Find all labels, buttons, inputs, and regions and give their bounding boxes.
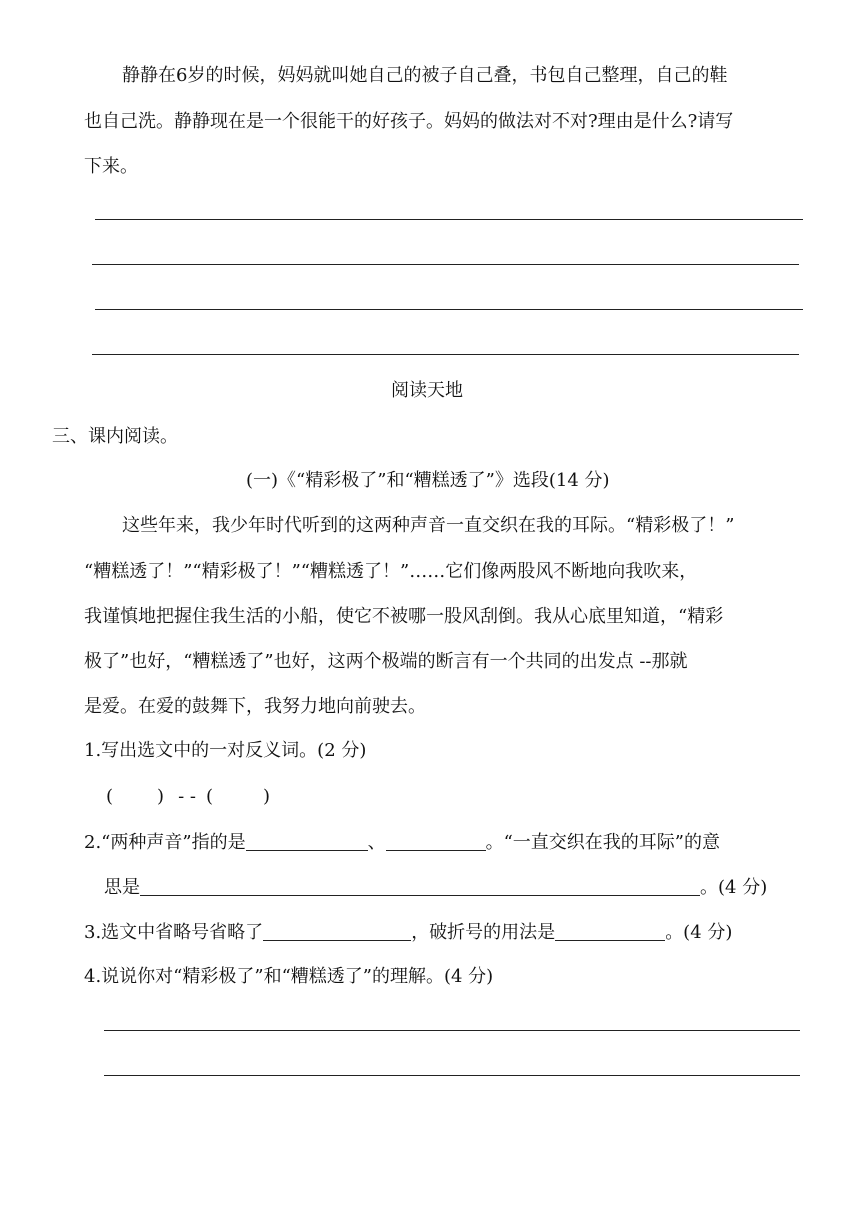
answer-line-1[interactable] [95,219,803,220]
q2-text-c: 思是 [104,877,140,898]
intro-line-2: 也自己洗。静静现在是一个很能干的好孩子。妈妈的做法对不对?理由是什么?请写 [84,111,734,132]
q2-separator: 、 [367,832,386,853]
q1-answer-row [106,788,270,806]
passage-title: (一)《“精彩极了”和“糟糕透了”》选段(14 分) [246,470,610,491]
q2-blank-1[interactable] [246,832,368,851]
q2-score: 。(4 分) [700,877,768,898]
q2-blank-2[interactable] [386,832,486,851]
q3-blank-1[interactable] [263,922,411,941]
question-2-line-2 [104,877,767,897]
passage-line-5: 是爱。在爱的鼓舞下，我努力地向前驶去。 [84,696,426,717]
part-title: 三、课内阅读。 [52,426,178,447]
intro-line-3: 下来。 [84,156,138,177]
q3-score: 。(4 分) [665,922,733,943]
q3-blank-2[interactable] [555,922,665,941]
answer-line-3[interactable] [95,309,803,310]
answer-line-2[interactable] [92,264,799,265]
answer-line-4[interactable] [92,354,799,355]
intro-line-1: 静静在6岁的时候，妈妈就叫她自己的被子自己叠，书包自己整理，自己的鞋 [122,65,728,86]
q2-blank-3[interactable] [140,877,700,896]
q1-open-paren-1: ( [106,786,114,807]
q2-text-a: 2.“两种声音”指的是 [84,832,246,853]
q1-dash: - - [178,786,196,807]
question-1: 1.写出选文中的一对反义词。(2 分) [84,740,367,761]
passage-line-1: 这些年来，我少年时代听到的这两种声音一直交织在我的耳际。“精彩极了！” [122,515,735,536]
q1-close-paren-1: ) [157,786,165,807]
q4-answer-line-2[interactable] [104,1075,800,1076]
question-3 [84,922,732,942]
q4-answer-line-1[interactable] [104,1030,800,1031]
passage-line-2: “糟糕透了！”“精彩极了！”“糟糕透了！”……它们像两股风不断地向我吹来， [84,561,698,582]
q3-text-b: ，破折号的用法是 [411,922,556,943]
q2-text-b: 。“一直交织在我的耳际”的意 [485,832,720,853]
q3-text-a: 3.选文中省略号省略了 [84,922,264,943]
section-heading: 阅读天地 [391,380,463,401]
question-2-line-1 [84,832,720,852]
question-4: 4.说说你对“精彩极了”和“糟糕透了”的理解。(4 分) [84,966,494,987]
passage-line-3: 我谨慎地把握住我生活的小船，使它不被哪一股风刮倒。我从心底里知道，“精彩 [84,606,724,627]
q1-close-paren-2: ) [262,786,271,807]
q1-open-paren-2: ( [205,786,213,807]
passage-line-4: 极了”也好，“糟糕透了”也好，这两个极端的断言有一个共同的出发点 --那就 [84,651,688,672]
